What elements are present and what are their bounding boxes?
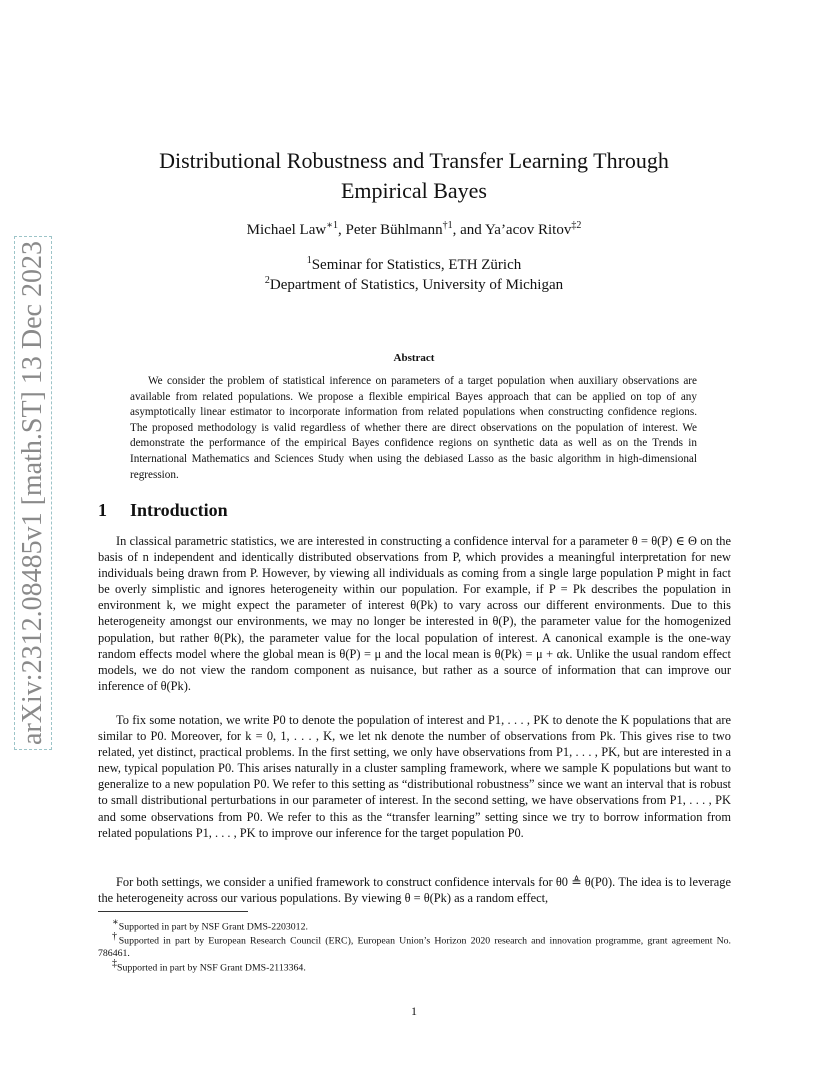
paper-title: [120, 146, 708, 206]
affiliation-text: Seminar for Statistics, ETH Zürich: [311, 257, 522, 273]
affiliation-text: Department of Statistics, University of Michigan: [269, 277, 564, 293]
abstract-text: We consider the problem of statistical inference on parameters of a target population when auxiliary observations are available from related populations. We propose a flexible empirical Bayes approach that can be applied on top of any asymptotically linear estimator to incorporate information from related populations when constructing confidence regions. The proposed methodology is valid regardless of whether there are direct observations on the population of interest. We demonstrate the performance of the empirical Bayes confidence regions on synthetic data as well as on the Trends in International Mathematics and Sciences Study when using the debiased Lasso as the basic algorithm in high-dimensional regression.: [130, 375, 697, 481]
body-paragraph: For both settings, we consider a unified framework to construct confidence intervals for θ0 ≜ θ(P0). The idea is to leverage the heterogeneity across our various populations. By viewing θ = θ(Pk) as a random effect,: [98, 875, 731, 906]
title-line-1: Distributional Robustness and Transfer Learning Through: [159, 148, 669, 173]
footnote-divider: [98, 911, 248, 912]
page-number: 1: [411, 1004, 417, 1018]
arxiv-stamp: [14, 236, 52, 750]
author-name: Ya’acov Ritov: [484, 222, 572, 238]
abstract-heading: Abstract: [393, 352, 435, 364]
title-line-2: Empirical Bayes: [340, 178, 487, 203]
author-mark: ∗1: [326, 220, 339, 231]
author-mark: †1: [442, 220, 453, 231]
author-list: [100, 220, 728, 239]
footnote-text: Supported in part by NSF Grant DMS-2113364.: [117, 962, 306, 974]
affiliation: [100, 275, 728, 294]
footnote-text: Supported in part by European Research Council (ERC), European Union’s Horizon 2020 research and innovation programme, grant agreement No. 786461.: [98, 935, 732, 959]
section-heading: [98, 500, 228, 521]
author-mark: ‡2: [571, 220, 582, 231]
footnote: [98, 958, 731, 975]
author-name: Michael Law: [246, 222, 327, 238]
affiliation-mark: 2: [264, 275, 270, 286]
author-separator: ,: [338, 222, 346, 238]
footnote: [98, 931, 731, 960]
affiliation: [100, 255, 728, 274]
body-paragraph: In classical parametric statistics, we are interested in constructing a confidence interval for a parameter θ = θ(P) ∈ Θ on the basis of n independent and identically distributed observations from P, which provides a meaningful interpretation for new individuals being drawn from P. However, by viewing all individuals as coming from a single large population P might in fact be overly simplistic and ignores heterogeneity within our population. For example, if P = Pk describes the population in environment k, we might expect the parameter of interest θ(Pk) to vary across our different environments. Due to this heterogeneity amongst our environments, we may no longer be interested in θ(P), the parameter value for the homogenized population, but rather θ(Pk), the parameter value for the local population of interest. A canonical example is the one-way random effects model where the global mean is θ(P) = μ and the local mean is θ(Pk) = μ + αk. Unlike the usual random effect models, we do not view the random component as nuisance, but rather as a source of information that can improve our inference of θ(Pk).: [98, 534, 731, 693]
body-paragraph: To fix some notation, we write P0 to denote the population of interest and P1, . . . , PK to denote the K populations that are similar to P0. Moreover, for k = 0, 1, . . . , K, we let nk denote the number of observations from Pk. This gives rise to two related, yet distinct, practical problems. In the first setting, we only have observations from P1, . . . , PK, but are interested in a new, typical population P0. This arises naturally in a cluster sampling framework, where we sample K populations but want to generalize to a new population P0. We refer to this setting as “distributional robustness” since we want an interval that is robust to small distributional perturbations in our parameter of interest. In the second setting, we have observations from P1, . . . , PK and some observations from P0. We refer to this as the “transfer learning” setting since we try to borrow information from related populations P1, . . . , PK to improve our inference for the target population P0.: [98, 713, 731, 840]
section-number: 1: [98, 500, 107, 520]
affiliation-mark: 1: [306, 255, 312, 266]
footnote-mark: ∗: [112, 917, 119, 928]
arxiv-stamp-text: arXiv:2312.08485v1 [math.ST] 13 Dec 2023: [17, 241, 48, 745]
author-separator: , and: [452, 222, 485, 238]
author-name: Peter Bühlmann: [345, 222, 443, 238]
section-title: Introduction: [130, 500, 228, 520]
footnote-text: Supported in part by NSF Grant DMS-2203012.: [118, 921, 308, 933]
footnote-mark: ‡: [112, 958, 117, 969]
footnote-mark: †: [112, 931, 119, 942]
